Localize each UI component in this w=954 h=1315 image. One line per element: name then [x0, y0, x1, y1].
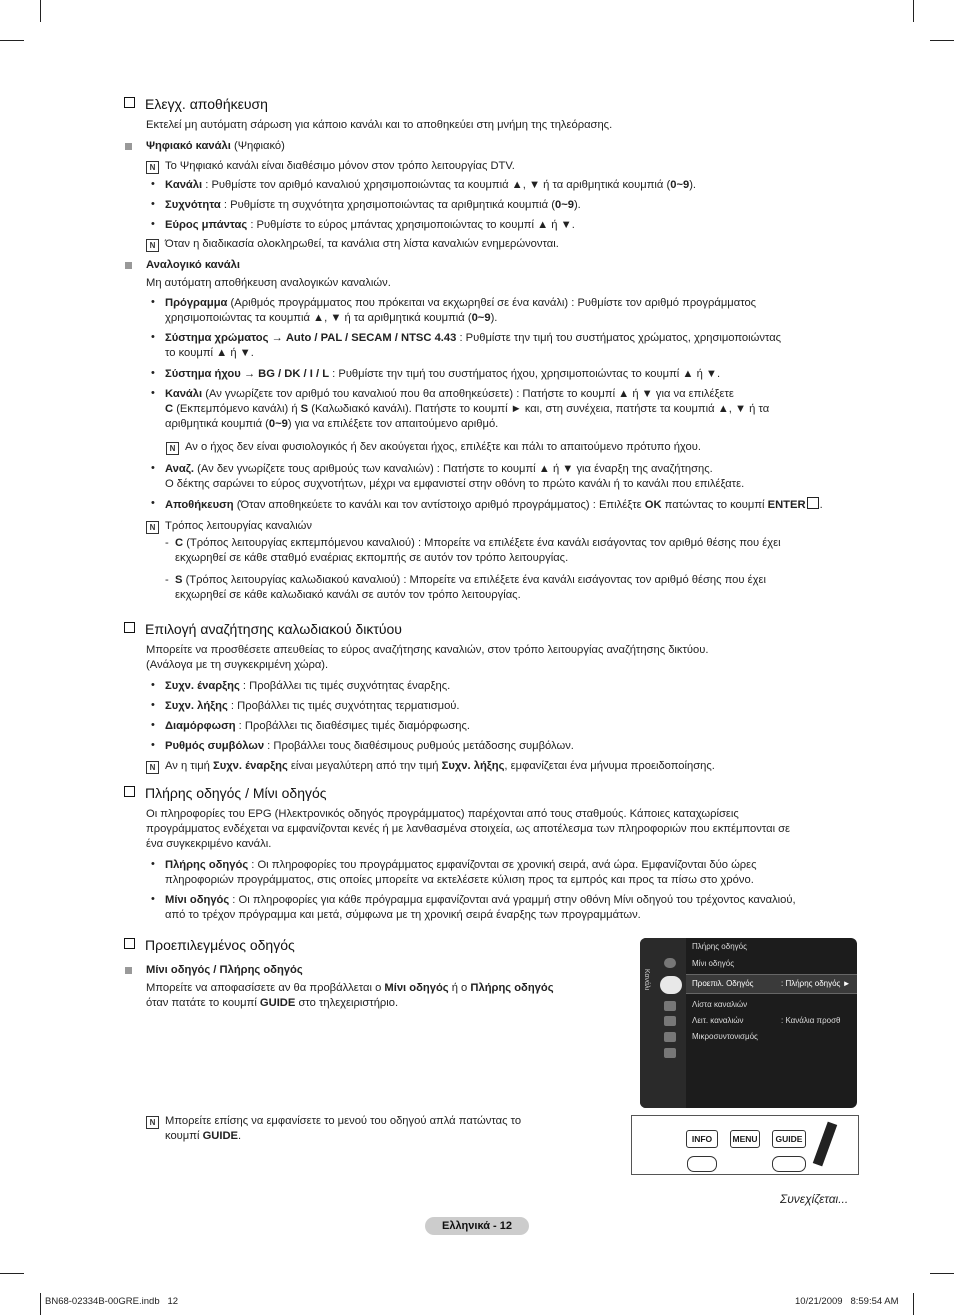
menu-value-channel-mode: : Κανάλια προσθ	[781, 1016, 841, 1025]
note-icon: N	[146, 161, 159, 174]
section-title-manual-store: Ελεγχ. αποθήκευση	[124, 96, 268, 112]
list-item: Κανάλι (Αν γνωρίζετε τον αριθμό του καναλιού που θα αποθηκεύσετε) : Πατήστε το κουμπί ▲ ή ▼ για να επιλέξετε	[165, 388, 734, 400]
bullet-icon: •	[151, 893, 155, 905]
menu-item-mini-guide[interactable]: Μίνι οδηγός	[692, 959, 735, 968]
bullet-icon: •	[151, 719, 155, 731]
paragraph: όταν πατάτε το κουμπί GUIDE στο τηλεχειριστήριο.	[146, 997, 399, 1009]
exit-icon	[772, 1156, 806, 1172]
list-item-cont: C (Εκπεμπόμενο κανάλι) ή S (Καλωδιακό κανάλι). Πατήστε το κουμπί ► και, στη συνέχεια, πατήστε τα κουμπιά ▲, ▼ ή τα	[165, 403, 770, 415]
checkbox-square-icon	[124, 622, 135, 633]
note-icon: N	[146, 1116, 159, 1129]
list-item-cont: εκχωρηθεί σε κάθε καλωδιακό κανάλι σε αυτόν τον τρόπο λειτουργίας.	[175, 589, 521, 601]
picture-icon	[664, 958, 676, 968]
dash-icon: -	[165, 574, 169, 586]
support-icon	[664, 1048, 676, 1058]
list-item: Ρυθμός συμβόλων : Προβάλλει τους διαθέσιμους ρυθμούς μετάδοσης συμβόλων.	[165, 740, 574, 752]
note-icon: N	[146, 761, 159, 774]
paragraph: προγράμματος ενδέχεται να εμφανίζονται κενές ή με λανθασμένα στοιχεία, ως αποτέλεσμα των πληροφοριών που εκπέμπονται σε	[146, 823, 791, 835]
enter-icon	[807, 497, 819, 509]
checkbox-square-icon	[124, 938, 135, 949]
channel-icon	[660, 976, 682, 994]
bullet-icon: •	[151, 679, 155, 691]
note-icon: N	[166, 442, 179, 455]
note-text: Το Ψηφιακό κανάλι είναι διαθέσιμο μόνον στον τρόπο λειτουργίας DTV.	[165, 160, 515, 172]
subheading-analog: Αναλογικό κανάλι	[146, 259, 240, 271]
list-item-cont: από το τρέχον πρόγραμμα και μετά, σύμφωνα με τη χρονική σειρά έναρξης των προγραμμάτων.	[165, 909, 641, 921]
bullet-icon: •	[151, 296, 155, 308]
page-number-badge: Ελληνικά - 12	[425, 1217, 529, 1235]
application-icon	[664, 1032, 676, 1042]
return-icon	[687, 1156, 717, 1172]
menu-item-full-guide[interactable]: Πλήρης οδηγός	[692, 942, 747, 951]
section-title-default-guide: Προεπιλεγμένος οδηγός	[124, 937, 295, 953]
section-title-cable-search: Επιλογή αναζήτησης καλωδιακού δικτύου	[124, 621, 402, 637]
paragraph: Εκτελεί μη αυτόματη σάρωση για κάποιο κανάλι και το αποθηκεύει στη μνήμη της τηλεόρασης.	[146, 119, 613, 131]
checkbox-square-icon	[124, 97, 135, 108]
input-icon	[664, 1016, 676, 1026]
info-button[interactable]: INFO	[686, 1130, 718, 1148]
footer-timestamp: 10/21/2009 8:59:54 AM	[795, 1296, 899, 1307]
note-icon: N	[146, 521, 159, 534]
bullet-icon: •	[151, 331, 155, 343]
setup-icon	[664, 1001, 676, 1011]
bullet-icon: •	[151, 367, 155, 379]
bullet-icon: •	[151, 497, 155, 509]
note-icon: N	[146, 239, 159, 252]
note-text: Αν ο ήχος δεν είναι φυσιολογικός ή δεν ακούγεται ήχος, επιλέξτε και πάλι το απαιτούμενο πρότυπο ήχου.	[185, 441, 701, 453]
list-item: Συχν. λήξης : Προβάλλει τις τιμές συχνότητας τερματισμού.	[165, 700, 460, 712]
menu-item-channel-list[interactable]: Λίστα καναλιών	[692, 1000, 748, 1009]
square-bullet-icon	[125, 967, 132, 974]
paragraph: Οι πληροφορίες του EPG (Ηλεκτρονικός οδηγός προγράμματος) παρέχονται από τους σταθμούς. Κάποιες καταχωρίσεις	[146, 808, 739, 820]
list-item-cont: πληροφοριών προγράμματος, στις οποίες μπορείτε να εκτελέσετε κύλιση προς τα εμπρός και προς τα πίσω στο χρόνο.	[165, 874, 754, 886]
paragraph: Μπορείτε να προσθέσετε απευθείας το εύρος αναζήτησης καναλιών, στον τρόπο λειτουργίας αναζήτησης δικτύου.	[146, 644, 709, 656]
crop-mark	[930, 40, 954, 41]
list-item: C (Τρόπος λειτουργίας εκπεμπόμενου καναλιού) : Μπορείτε να επιλέξετε ένα κανάλι εισάγοντας τον αριθμό θέσης που έχει	[175, 537, 781, 549]
crop-mark	[913, 0, 914, 22]
crop-mark	[913, 1293, 914, 1315]
checkbox-square-icon	[124, 786, 135, 797]
list-item: Εύρος μπάντας : Ρυθμίστε το εύρος μπάντας χρησιμοποιώντας το κουμπί ▲ ή ▼.	[165, 219, 575, 231]
list-item: Αποθήκευση (Όταν αποθηκεύετε το κανάλι και τον αντίστοιχο αριθμό προγράμματος) : Επιλέξτε OK πατώντας το κουμπί ENTER .	[165, 499, 823, 511]
note-text: Τρόπος λειτουργίας καναλιών	[165, 520, 313, 532]
dash-icon: -	[165, 537, 169, 549]
paragraph: ένα συγκεκριμένο κανάλι.	[146, 838, 272, 850]
section-title-guide: Πλήρης οδηγός / Μίνι οδηγός	[124, 785, 327, 801]
crop-mark	[40, 1293, 41, 1315]
paragraph: (Ανάλογα με τη συγκεκριμένη χώρα).	[146, 659, 329, 671]
bullet-icon: •	[151, 387, 155, 399]
guide-button[interactable]: GUIDE	[772, 1130, 806, 1148]
menu-button[interactable]: MENU	[730, 1130, 760, 1148]
subheading: Μίνι οδηγός / Πλήρης οδηγός	[146, 964, 303, 976]
footer-file-name: BN68-02334B-00GRE.indb 12	[45, 1296, 179, 1307]
list-item-cont: χρησιμοποιώντας τα κουμπιά ▲, ▼ ή τα αριθμητικά κουμπιά (0~9).	[165, 312, 498, 324]
list-item-cont: το κουμπί ▲ ή ▼.	[165, 347, 254, 359]
menu-value-default-guide: : Πλήρης οδηγός ►	[781, 979, 851, 988]
square-bullet-icon	[125, 143, 132, 150]
bullet-icon: •	[151, 218, 155, 230]
list-item: Συχν. έναρξης : Προβάλλει τις τιμές συχνότητας έναρξης.	[165, 680, 451, 692]
menu-item-default-guide[interactable]: Προεπιλ. Οδηγός	[692, 979, 754, 988]
note-text: Αν η τιμή Συχν. έναρξης είναι μεγαλύτερη από την τιμή Συχν. λήξης, εμφανίζεται ένα μήνυμα προειδοποίησης.	[165, 760, 715, 772]
bullet-icon: •	[151, 739, 155, 751]
list-item: Πρόγραμμα (Αριθμός προγράμματος που πρόκειται να εκχωρηθεί σε ένα κανάλι) : Ρυθμίστε τον αριθμό προγράμματος	[165, 297, 757, 309]
bullet-icon: •	[151, 858, 155, 870]
list-item: Κανάλι : Ρυθμίστε τον αριθμό καναλιού χρησιμοποιώντας τα κουμπιά ▲, ▼ ή τα αριθμητικά κουμπιά (0~9).	[165, 179, 697, 191]
menu-sidebar	[640, 938, 686, 1108]
square-bullet-icon	[125, 262, 132, 269]
list-item-cont: Ο δέκτης σαρώνει το εύρος συχνοτήτων, μέχρι να εμφανιστεί στην οθόνη το πρώτο κανάλι ή το κανάλι που επιλέξατε.	[165, 478, 745, 490]
list-item: Πλήρης οδηγός : Οι πληροφορίες του προγράμματος εμφανίζονται σε χρονική σειρά, ανά ώρα. Εμφανίζονται δύο ώρες	[165, 859, 757, 871]
list-item: Σύστημα χρώματος → Auto / PAL / SECAM / NTSC 4.43 : Ρυθμίστε την τιμή του συστήματος χρώματος, χρησιμοποιώντας	[165, 332, 782, 344]
paragraph: Μη αυτόματη αποθήκευση αναλογικών καναλιών.	[146, 277, 391, 289]
list-item: Διαμόρφωση : Προβάλλει τις διαθέσιμες τιμές διαμόρφωσης.	[165, 720, 471, 732]
note-text: Όταν η διαδικασία ολοκληρωθεί, τα κανάλια στη λίστα καναλιών ενημερώνονται.	[165, 238, 559, 250]
remote-control-illustration	[631, 1115, 859, 1175]
continues-label: Συνεχίζεται...	[780, 1192, 849, 1206]
note-text: κουμπί GUIDE.	[165, 1130, 242, 1142]
crop-mark	[0, 40, 24, 41]
note-text: Μπορείτε επίσης να εμφανίσετε το μενού του οδηγού απλά πατώντας το	[165, 1115, 522, 1127]
sidebar-label: Κανάλι	[643, 968, 651, 991]
bullet-icon: •	[151, 699, 155, 711]
crop-mark	[930, 1273, 954, 1274]
crop-mark	[40, 0, 41, 22]
list-item: Αναζ. (Αν δεν γνωρίζετε τους αριθμούς των καναλιών) : Πατήστε το κουμπί ▲ ή ▼ για έναρξη της αναζήτησης.	[165, 463, 713, 475]
paragraph: Μπορείτε να αποφασίσετε αν θα προβάλλεται ο Μίνι οδηγός ή ο Πλήρης οδηγός	[146, 982, 554, 994]
list-item-cont: εκχωρηθεί σε κάθε σταθμό εναέριας εκπομπής σε αυτόν τον τρόπο λειτουργίας.	[175, 552, 569, 564]
list-item: S (Τρόπος λειτουργίας καλωδιακού καναλιού) : Μπορείτε να επιλέξετε ένα κανάλι εισάγοντας τον αριθμό θέσης που έχει	[175, 574, 766, 586]
bullet-icon: •	[151, 178, 155, 190]
list-item: Μίνι οδηγός : Οι πληροφορίες για κάθε πρόγραμμα εμφανίζονται ανά γραμμή στην οθόνη Μίνι οδηγού του τρέχοντος καναλιού,	[165, 894, 796, 906]
subheading-digital: Ψηφιακό κανάλι (Ψηφιακό)	[146, 140, 285, 152]
menu-item-fine-tune[interactable]: Μικροσυντονισμός	[692, 1032, 758, 1041]
list-item: Συχνότητα : Ρυθμίστε τη συχνότητα χρησιμοποιώντας τα αριθμητικά κουμπιά (0~9).	[165, 199, 581, 211]
crop-mark	[0, 1273, 24, 1274]
pointer-hand-icon	[813, 1122, 837, 1167]
bullet-icon: •	[151, 198, 155, 210]
list-item-cont: αριθμητικά κουμπιά (0~9) για να επιλέξετε τον απαιτούμενο αριθμό.	[165, 418, 499, 430]
tv-menu-screenshot	[640, 938, 857, 1108]
menu-item-channel-mode[interactable]: Λειτ. καναλιών	[692, 1016, 744, 1025]
list-item: Σύστημα ήχου → BG / DK / I / L : Ρυθμίστε την τιμή του συστήματος ήχου, χρησιμοποιώντας το κουμπί ▲ ή ▼.	[165, 368, 721, 380]
bullet-icon: •	[151, 462, 155, 474]
